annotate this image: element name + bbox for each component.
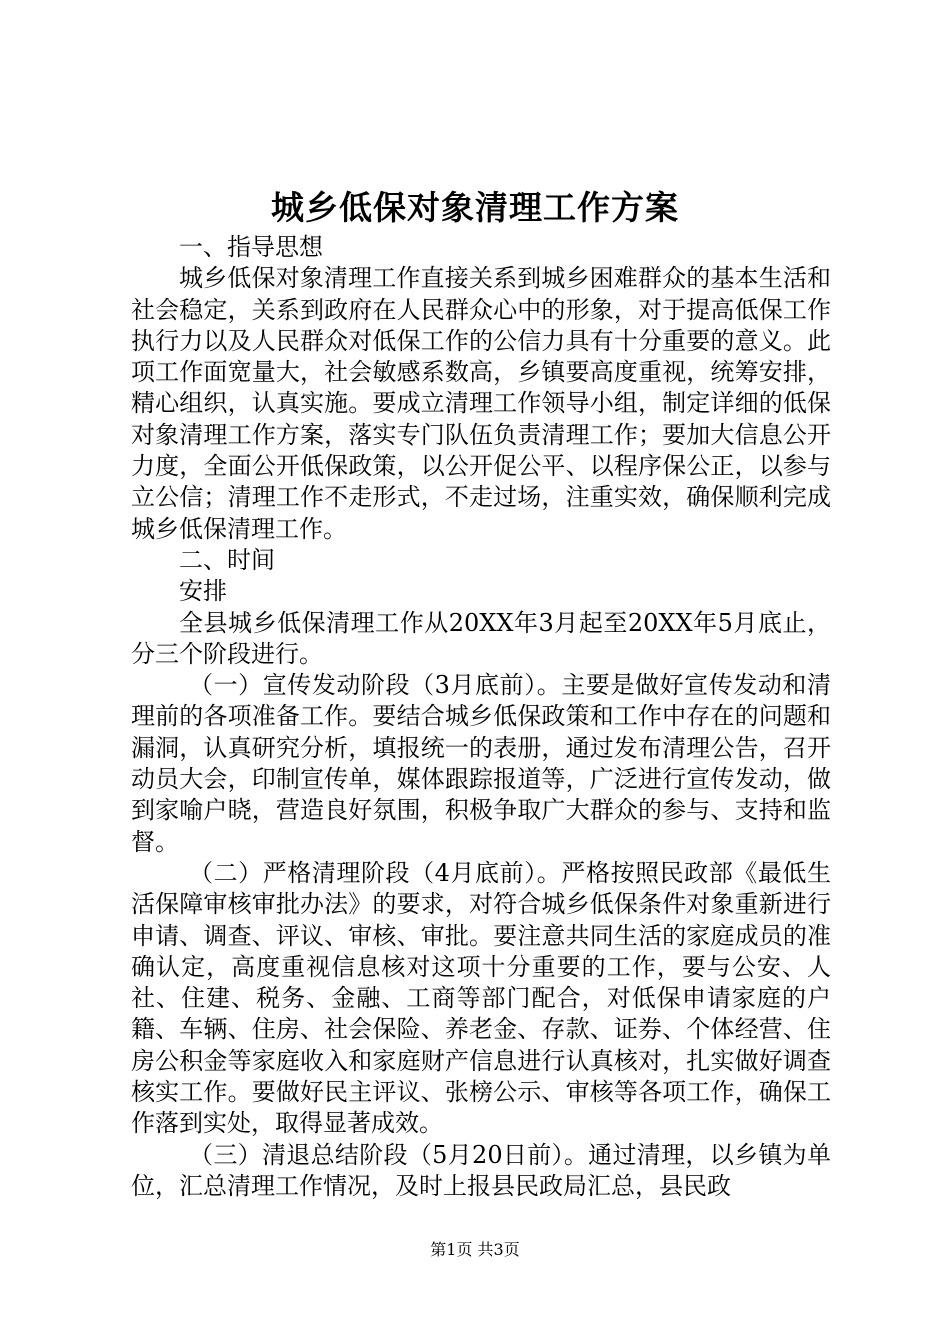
paragraph-schedule-overview: 全县城乡低保清理工作从20XX年3月起至20XX年5月底止，分三个阶段进行。 xyxy=(131,608,831,668)
paragraph-phase-one: （一）宣传发动阶段（3月底前）。主要是做好宣传发动和清理前的各项准备工作。要结合城乡低保政策和工作中存在的问题和漏洞，认真研究分析，填报统一的表册，通过发布清理公告，召开动员大会，印制宣传单，媒体跟踪报道等，广泛进行宣传发动，做到家喻户晓，营造良好氛围，积极争取广大群众的参与、支持和监督。 xyxy=(131,671,831,856)
paragraph-phase-two: （二）严格清理阶段（4月底前）。严格按照民政部《最低生活保障审核审批办法》的要求，对符合城乡低保条件对象重新进行申请、调查、评议、审核、审批。要注意共同生活的家庭成员的准确认定，高度重视信息核对这项十分重要的工作，要与公安、人社、住建、税务、金融、工商等部门配合，对低保申请家庭的户籍、车辆、住房、社会保险、养老金、存款、证券、个体经营、住房公积金等家庭收入和家庭财产信息进行认真核对，扎实做好调查核实工作。要做好民主评议、张榜公示、审核等各项工作，确保工作落到实处，取得显著成效。 xyxy=(131,858,831,1138)
document-title: 城乡低保对象清理工作方案 xyxy=(271,188,679,227)
section-heading-time: 二、时间 xyxy=(179,545,275,574)
section-heading-guiding-thought: 一、指导思想 xyxy=(179,233,323,261)
paragraph-guiding-thought: 城乡低保对象清理工作直接关系到城乡困难群众的基本生活和社会稳定，关系到政府在人民群众心中的形象，对于提高低保工作执行力以及人民群众对低保工作的公信力具有十分重要的意义。此项工作面宽量大，社会敏感系数高，乡镇要高度重视，统筹安排，精心组织，认真实施。要成立清理工作领导小组，制定详细的低保对象清理工作方案，落实专门队伍负责清理工作；要加大信息公开力度，全面公开低保政策，以公开促公平、以程序保公正，以参与立公信；清理工作不走形式，不走过场，注重实效，确保顺利完成城乡低保清理工作。 xyxy=(131,264,831,543)
paragraph-phase-three: （三）清退总结阶段（5月20日前）。通过清理，以乡镇为单位，汇总清理工作情况，及时上报县民政局汇总，县民政 xyxy=(131,1140,831,1200)
document-body xyxy=(131,232,831,1202)
page-footer: 第1页 共3页 xyxy=(430,1240,520,1259)
section-heading-arrangement: 安排 xyxy=(179,577,227,606)
